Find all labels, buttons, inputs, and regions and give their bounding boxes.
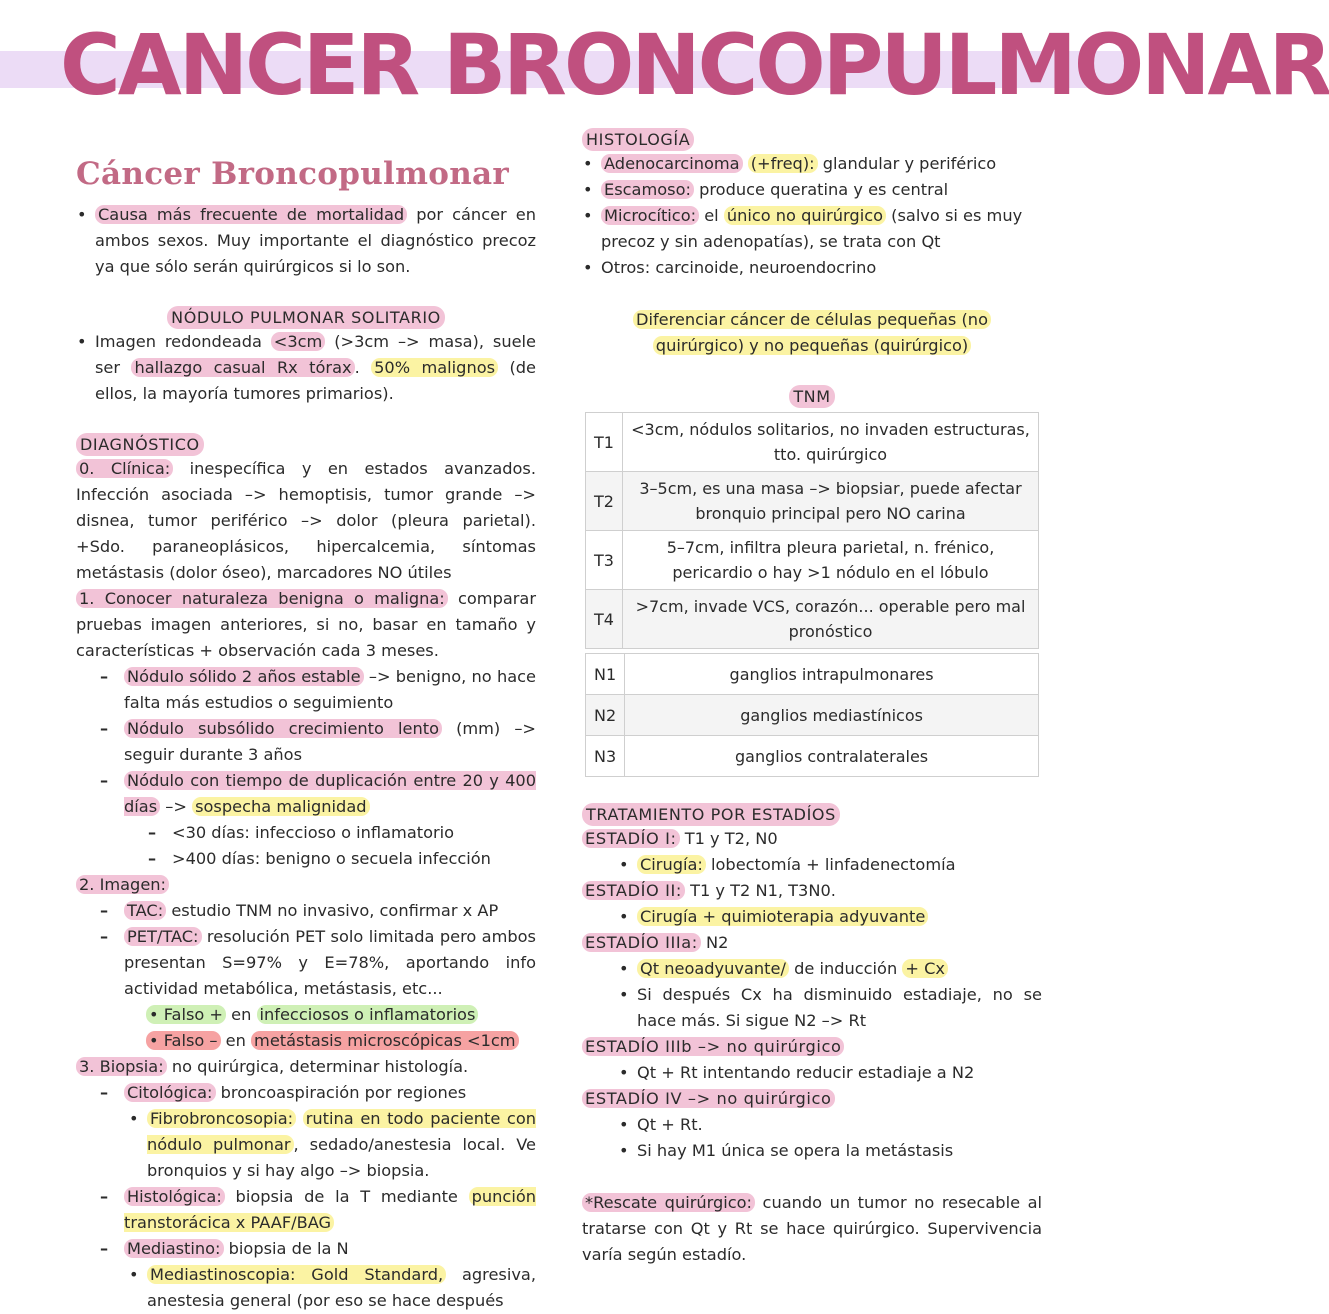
table-row: N1 ganglios intrapulmonares — [586, 654, 1039, 695]
nps-paragraph: • Imagen redondeada <3cm (>3cm –> masa), suele ser hallazgo casual Rx tórax . 50% malignos (de ellos, la mayoría tumores primarios). — [76, 329, 536, 407]
table-row: N3 ganglios contralaterales — [586, 736, 1039, 777]
estadio-3a-cx: • Si después Cx ha disminuido estadiaje, no se hace más. Si sigue N2 –> Rt — [618, 982, 1042, 1034]
nodulo-subsolido-item: – Nódulo subsólido crecimiento lento (mm) –> seguir durante 3 años — [100, 716, 536, 768]
intro-paragraph: • Causa más frecuente de mortalidad por cáncer en ambos sexos. Muy importante el diagnóstico precoz ya que sólo serán quirúrgicos si lo son. — [76, 202, 536, 280]
sub-item-30-dias: – <30 días: infeccioso o inflamatorio — [148, 820, 536, 846]
mediastino-item: – Mediastino: biopsia de la N — [100, 1236, 536, 1262]
hist-escamoso-item: • Escamoso: produce queratina y es central — [582, 177, 1042, 203]
estadio-1-cirugia: • Cirugía: lobectomía + linfadenectomía — [618, 852, 1042, 878]
estadio-4: ESTADÍO IV –> no quirúrgico — [582, 1086, 1042, 1112]
estadio-1: ESTADÍO I: T1 y T2, N0 — [582, 826, 1042, 852]
falso-positivo-item: • Falso + en infecciosos o inflamatorios — [146, 1002, 536, 1028]
tnm-t-table — [585, 412, 1039, 649]
hist-title-row — [582, 128, 1042, 151]
fibrobroncoscopia-item: • Fibrobroncosopia: rutina en todo paciente con nódulo pulmonar , sedado/anestesia local. Ve bronquios y si hay algo –> biopsia. — [128, 1106, 536, 1184]
tnm-title: TNM — [789, 385, 834, 408]
clinica-paragraph: 0. Clínica: inespecífica y en estados avanzados. Infección asociada –> hemoptisis, tumor grande –> disnea, tumor periférico –> dolor (pleura parietal). +Sdo. paraneoplásicos, hipercalcemia, síntomas metástasis (dolor óseo), marcadores NO útiles — [76, 459, 537, 582]
naturaleza-paragraph: 1. Conocer naturaleza benigna o maligna: comparar pruebas imagen anteriores, si no, basar en tamaño y características + observación cada 3 meses. — [76, 589, 536, 660]
estadio-2: ESTADÍO II: T1 y T2 N1, T3N0. — [582, 878, 1042, 904]
diag-title-row — [76, 433, 536, 456]
pet-item: – PET/TAC: resolución PET solo limitada pero ambos presentan S=97% y E=78%, aportando info actividad metabólica, metástasis, etc... — [100, 924, 536, 1002]
hist-microcitico-item: • Microcítico: el único no quirúrgico (salvo si es muy precoz y sin adenopatías), se trata con Qt — [582, 203, 1042, 255]
histologica-item: – Histológica: biopsia de la T mediante punción transtorácica x PAAF/BAG — [100, 1184, 536, 1236]
left-column — [76, 150, 536, 1314]
nodulo-solido-item: – Nódulo sólido 2 años estable –> benigno, no hace falta más estudios o seguimiento — [100, 664, 536, 716]
tac-item: – TAC: estudio TNM no invasivo, confirmar x AP — [100, 898, 536, 924]
estadio-3a-qt: • Qt neoadyuvante/ de inducción + Cx — [618, 956, 1042, 982]
tnm-title-row — [582, 385, 1042, 408]
trat-title-row — [582, 803, 1042, 826]
table-row: T4 >7cm, invade VCS, corazón... operable pero mal pronóstico — [586, 590, 1039, 649]
hist-title: HISTOLOGÍA — [582, 128, 694, 151]
trat-title: TRATAMIENTO POR ESTADÍOS — [582, 803, 840, 826]
citologica-item: – Citológica: broncoaspiración por regiones — [100, 1080, 536, 1106]
sub-item-400-dias: – >400 días: benigno o secuela infección — [148, 846, 536, 872]
table-row: T1 <3cm, nódulos solitarios, no invaden estructuras, tto. quirúrgico — [586, 413, 1039, 472]
estadio-4-qt: • Qt + Rt. — [618, 1112, 1042, 1138]
diferenciar-note: Diferenciar cáncer de células pequeñas (no quirúrgico) y no pequeñas (quirúrgico) — [582, 307, 1042, 359]
estadio-4-m1: • Si hay M1 única se opera la metástasis — [618, 1138, 1042, 1164]
estadio-2-cirugia: • Cirugía + quimioterapia adyuvante — [618, 904, 1042, 930]
hist-otros-item: • Otros: carcinoide, neuroendocrino — [582, 255, 1042, 281]
table-row: N2 ganglios mediastínicos — [586, 695, 1039, 736]
table-row: T3 5–7cm, infiltra pleura parietal, n. frénico, pericardio o hay >1 nódulo en el lóbulo — [586, 531, 1039, 590]
rescate-paragraph: *Rescate quirúrgico: cuando un tumor no resecable al tratarse con Qt y Rt se hace quirúrgico. Supervivencia varía según estadío. — [582, 1193, 1042, 1264]
hist-adeno-item: • Adenocarcinoma (+freq): glandular y periférico — [582, 151, 1042, 177]
nodulo-duplicacion-item: – Nódulo con tiempo de duplicación entre 20 y 400 días –> sospecha malignidad — [100, 768, 536, 820]
nps-title-row — [76, 306, 536, 329]
tnm-n-table — [585, 653, 1039, 777]
nps-title: NÓDULO PULMONAR SOLITARIO — [167, 306, 445, 329]
falso-negativo-item: • Falso – en metástasis microscópicas <1cm — [146, 1028, 536, 1054]
diag-title: DIAGNÓSTICO — [76, 433, 204, 456]
estadio-3b-qt: • Qt + Rt intentando reducir estadiaje a N2 — [618, 1060, 1042, 1086]
section-heading: Cáncer Broncopulmonar — [76, 156, 510, 192]
estadio-3a: ESTADÍO IIIa: N2 — [582, 930, 1042, 956]
right-column — [582, 128, 1042, 1268]
estadio-3b: ESTADÍO IIIb –> no quirúrgico — [582, 1034, 1042, 1060]
biopsia-heading: 3. Biopsia: no quirúrgica, determinar histología. — [76, 1054, 536, 1080]
imagen-heading: 2. Imagen: — [76, 872, 536, 898]
table-row: T2 3–5cm, es una masa –> biopsiar, puede afectar bronquio principal pero NO carina — [586, 472, 1039, 531]
mediastinoscopia-item: • Mediastinoscopia: Gold Standard, agresiva, anestesia general (por eso se hace después — [128, 1262, 536, 1314]
main-title: CANCER BRONCOPULMONAR — [60, 16, 1329, 114]
